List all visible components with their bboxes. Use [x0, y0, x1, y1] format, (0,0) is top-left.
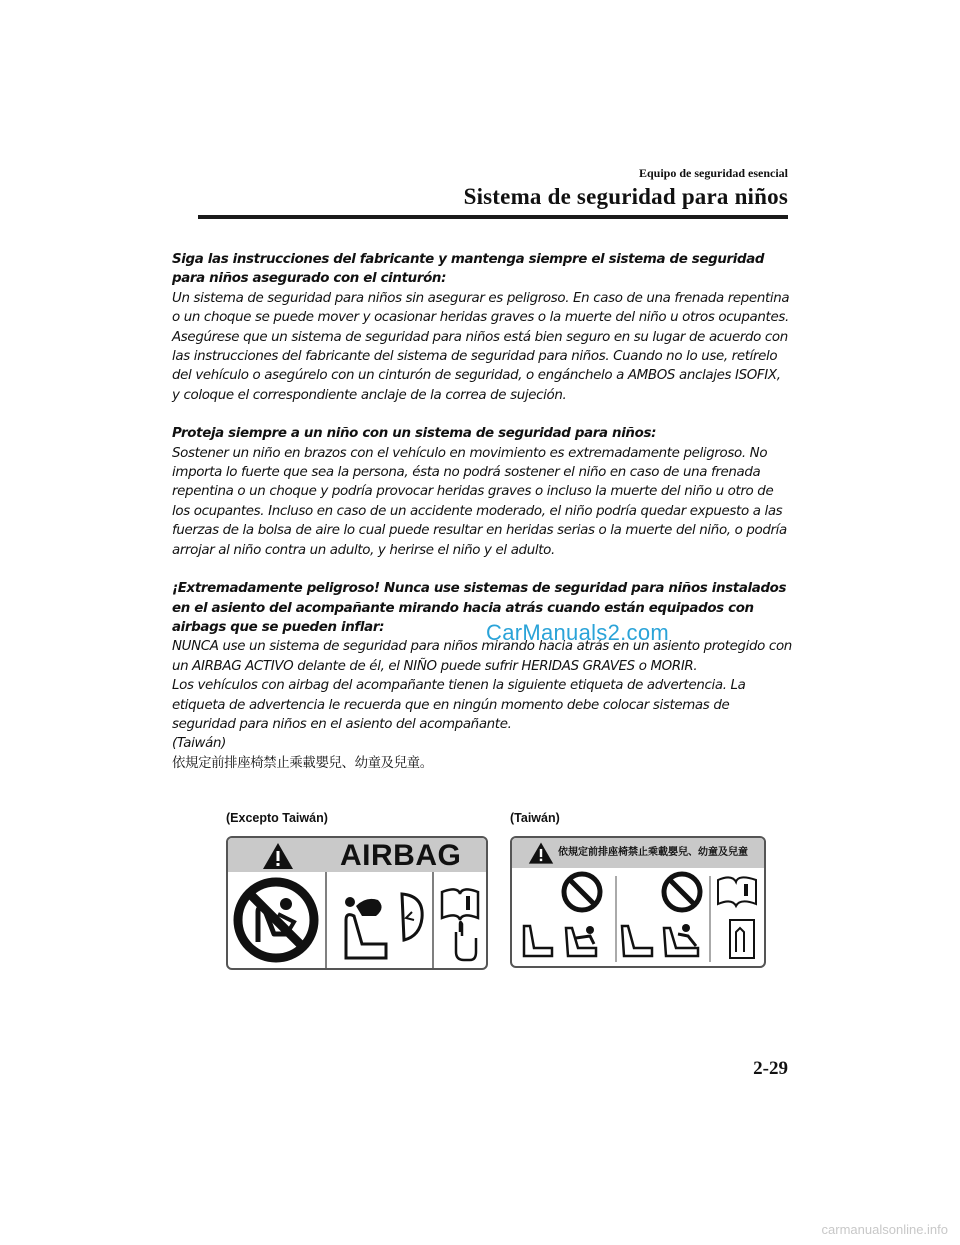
warning-triangle-icon [262, 842, 294, 870]
paragraph-2-heading: Proteja siempre a un niño con un sistema de seguridad para niños: [172, 426, 657, 442]
section-label: Equipo de seguridad esencial [638, 166, 788, 180]
header-rule [198, 215, 788, 219]
no-rear-facing-seat-icon [238, 882, 314, 958]
paragraph-3-body-1: NUNCA use un sistema de seguridad para niños mirando hacia atrás en un asiento protegido con un AIRBAG ACTIVO delante de él, el NIÑO puede sufrir HERIDAS GRAVES o MORIR. [172, 639, 792, 674]
paragraph-3-heading: ¡Extremadamente peligroso! Nunca use sistemas de seguridad para niños instalados en el asiento del acompañante mirando hacia atrás cuando están equipados con airbags que se pueden inflar: [172, 581, 787, 635]
manual-info-icon-taiwan [718, 877, 756, 958]
paragraph-2-body: Sostener un niño en brazos con el vehículo en movimiento es extremadamente peligroso. No importa lo fuerte que sea la persona, ésta no podrá sostener el niño en caso de una frenada repentina o un choque y podría provocar heridas graves o incluso la muerte del niño u otro de los ocupantes. Incluso en caso de un accidente moderado, el niño podría quedar expuesto a las fuerzas de la bolsa de aire lo cual puede resultar en heridas serias o la muerte del niño, o podría arrojar al niño contra un adulto, y herirse el niño y el adulto. [172, 445, 787, 558]
caption-except-taiwan: (Excepto Taiwán) [226, 811, 328, 825]
page-title: Sistema de seguridad para niños [463, 184, 788, 209]
taiwan-warning-label [510, 836, 766, 968]
no-child-seat-icon [622, 874, 700, 956]
footer-watermark: carmanualsonline.info [821, 1222, 948, 1237]
warning-triangle-icon-taiwan [528, 841, 554, 865]
warning-text-block [172, 250, 792, 773]
paragraph-1-heading: Siga las instrucciones del fabricante y mantenga siempre el sistema de seguridad para niños asegurado con el cinturón: [172, 252, 765, 287]
paragraph-3-body-2: Los vehículos con airbag del acompañante tienen la siguiente etiqueta de advertencia. La etiqueta de advertencia le recuerda que en ningún momento debe colocar sistemas de seguridad para niños en el asiento del acompañante. [172, 678, 746, 732]
label-pictograms [228, 872, 486, 968]
taiwan-label-title: 依規定前排座椅禁止乘載嬰兒、幼童及兒童 [558, 847, 748, 858]
manual-info-icon [442, 889, 478, 960]
taiwan-label-pictograms [512, 868, 764, 966]
no-infant-seat-icon [524, 874, 600, 956]
caption-taiwan: (Taiwán) [510, 811, 560, 825]
airbag-deploy-icon [345, 894, 422, 958]
page-number: 2-29 [753, 1058, 788, 1079]
airbag-label-title: AIRBAG [340, 839, 462, 872]
watermark-carmanuals: CarManuals2.com [486, 620, 670, 645]
paragraph-1-body: Un sistema de seguridad para niños sin asegurar es peligroso. En caso de una frenada repentina o un choque se puede mover y ocasionar heridas graves o la muerte del niño u otros ocupantes. Asegúrese que un sistema de seguridad para niños está bien seguro en su lugar de acuerdo con las instrucciones del fabricante del sistema de seguridad para niños. Cuando no lo use, retírelo del vehículo o asegúrelo con un cinturón de seguridad, o engánchelo a AMBOS anclajes ISOFIX, y coloque el correspondiente anclaje de la correa de sujeción. [172, 290, 790, 403]
taiwan-label: (Taiwán) [172, 736, 226, 752]
taiwan-text: 依規定前排座椅禁止乘載嬰兒、幼童及兒童。 [172, 755, 433, 771]
airbag-warning-label [226, 836, 488, 970]
